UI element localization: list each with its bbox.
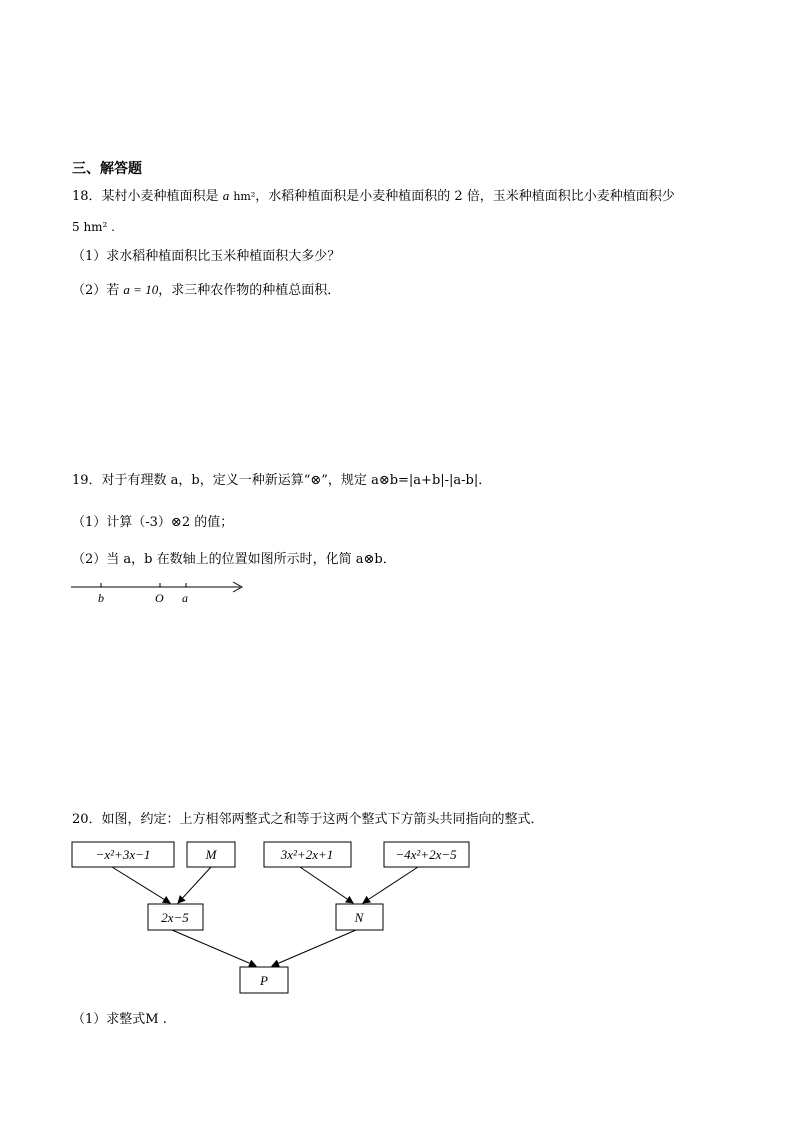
arrow-mid1-bottom <box>172 930 256 966</box>
q18-unit: hm² <box>233 190 256 203</box>
label-o: O <box>155 591 164 605</box>
q19-part2: （2）当 a，b 在数轴上的位置如图所示时，化简 a⊗b． <box>72 552 396 567</box>
q19-line1: 19．对于有理数 a，b，定义一种新运算“⊗”，规定 a⊗b=|a+b|-|a-b|． <box>72 473 492 488</box>
box-top3-text: 3x²+2x+1 <box>280 847 334 862</box>
q18-part2 <box>72 281 340 300</box>
q18-line1 <box>72 187 675 206</box>
box-mid2-text: N <box>354 910 364 925</box>
q18-part2-end: ，求三种农作物的种植总面积． <box>158 283 341 298</box>
q18-line2: 5 hm² . <box>72 220 115 234</box>
q20-line1: 20．如图，约定：上方相邻两整式之和等于这两个整式下方箭头共同指向的整式． <box>72 812 544 827</box>
arrow-mid2-bottom <box>272 930 356 966</box>
section-header: 三、解答题 <box>72 161 142 177</box>
box-top4-text: −4x²+2x−5 <box>395 847 457 862</box>
arrow-top3-mid2 <box>300 867 353 903</box>
label-a: a <box>182 591 188 605</box>
box-top1-text: −x²+3x−1 <box>95 847 151 862</box>
q18-part2-start: （2）若 <box>72 283 120 298</box>
arrow-top4-mid2 <box>363 867 418 903</box>
q18-line1-start: 18．某村小麦种植面积是 <box>72 189 219 204</box>
q20-part1: （1）求整式M . <box>72 1012 167 1027</box>
q19-part1: （1）计算（-3）⊗2 的值； <box>72 515 234 530</box>
q20-diagram <box>60 832 490 1007</box>
arrow-top1-mid1 <box>112 867 170 903</box>
box-top2-text: M <box>205 847 217 862</box>
box-bottom-text: P <box>260 973 268 988</box>
q18-line1-end: ，水稻种植面积是小麦种植面积的 2 倍，玉米种植面积比小麦种植面积少 <box>255 189 675 204</box>
box-mid1-text: 2x−5 <box>161 910 189 925</box>
q18-part1: （1）求水稻种植面积比玉米种植面积大多少？ <box>72 249 341 264</box>
label-b: b <box>98 591 104 605</box>
q18-part2-eq: a = 10 <box>123 282 159 297</box>
number-line <box>68 578 253 608</box>
arrow-top2-mid1 <box>178 867 211 903</box>
q18-var-a: a <box>222 188 230 203</box>
